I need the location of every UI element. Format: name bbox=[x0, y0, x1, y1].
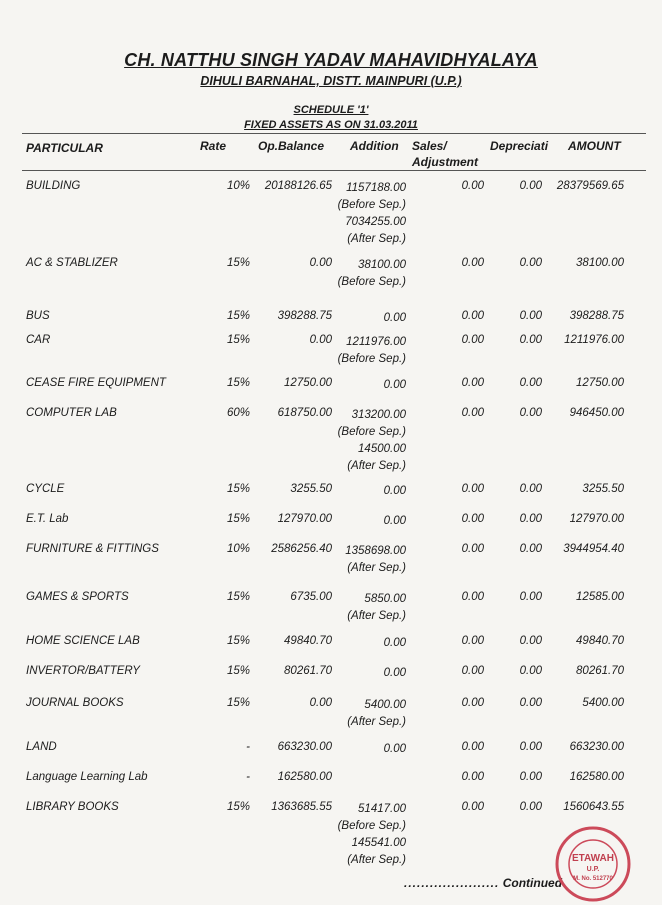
asset-op-balance: 663230.00 bbox=[277, 741, 332, 753]
asset-sales-adjustment: 0.00 bbox=[461, 513, 484, 525]
asset-addition-line: (Before Sep.) bbox=[337, 820, 406, 832]
asset-amount: 663230.00 bbox=[569, 741, 624, 753]
asset-depreciation: 0.00 bbox=[519, 513, 542, 525]
col-header-addition: Addition bbox=[350, 139, 399, 153]
asset-rate: 15% bbox=[226, 697, 250, 709]
header-bottom-rule bbox=[22, 170, 646, 171]
continued-label: Continued bbox=[502, 876, 563, 890]
asset-addition-line: 1157188.00 bbox=[346, 182, 406, 194]
col-header-adjustment: Adjustment bbox=[412, 155, 478, 169]
asset-name: CAR bbox=[26, 334, 51, 346]
asset-rate: 15% bbox=[226, 334, 250, 346]
asset-sales-adjustment: 0.00 bbox=[461, 591, 484, 603]
asset-name: HOME SCIENCE LAB bbox=[26, 635, 140, 647]
asset-name: BUILDING bbox=[26, 180, 81, 192]
asset-name: CEASE FIRE EQUIPMENT bbox=[26, 377, 166, 389]
asset-op-balance: 12750.00 bbox=[284, 377, 332, 389]
asset-op-balance: 618750.00 bbox=[277, 407, 332, 419]
asset-depreciation: 0.00 bbox=[519, 180, 542, 192]
asset-op-balance: 0.00 bbox=[309, 697, 332, 709]
asset-rate: 15% bbox=[226, 377, 250, 389]
asset-name: INVERTOR/BATTERY bbox=[26, 665, 140, 677]
asset-addition-line: 14500.00 bbox=[358, 443, 406, 455]
asset-sales-adjustment: 0.00 bbox=[461, 310, 484, 322]
asset-amount: 38100.00 bbox=[576, 257, 624, 269]
asset-op-balance: 2586256.40 bbox=[271, 543, 332, 555]
stamp-state: U.P. bbox=[586, 866, 600, 873]
asset-amount: 398288.75 bbox=[569, 310, 624, 322]
asset-depreciation: 0.00 bbox=[519, 741, 542, 753]
asset-addition-line: 1358698.00 bbox=[345, 545, 406, 557]
asset-amount: 3944954.40 bbox=[563, 543, 624, 555]
asset-sales-adjustment: 0.00 bbox=[461, 407, 484, 419]
asset-addition-line: 313200.00 bbox=[351, 409, 406, 421]
asset-op-balance: 0.00 bbox=[309, 334, 332, 346]
asset-amount: 12750.00 bbox=[576, 377, 624, 389]
col-header-amount: AMOUNT bbox=[568, 139, 621, 153]
asset-op-balance: 127970.00 bbox=[277, 513, 332, 525]
asset-rate: 15% bbox=[226, 257, 250, 269]
asset-op-balance: 3255.50 bbox=[290, 483, 332, 495]
asset-name: JOURNAL BOOKS bbox=[26, 697, 124, 709]
asset-rate: 15% bbox=[226, 310, 250, 322]
asset-name: Language Learning Lab bbox=[26, 771, 148, 783]
asset-rate: 10% bbox=[226, 180, 250, 192]
header-top-rule bbox=[22, 133, 646, 134]
asset-depreciation: 0.00 bbox=[519, 591, 542, 603]
asset-addition-line: 0.00 bbox=[383, 667, 406, 679]
asset-amount: 28379569.65 bbox=[556, 180, 624, 192]
asset-amount: 162580.00 bbox=[569, 771, 624, 783]
asset-addition-line: 0.00 bbox=[383, 485, 406, 497]
asset-op-balance: 162580.00 bbox=[277, 771, 332, 783]
asset-amount: 12585.00 bbox=[576, 591, 624, 603]
asset-amount: 80261.70 bbox=[576, 665, 624, 677]
asset-depreciation: 0.00 bbox=[519, 771, 542, 783]
asset-rate: 15% bbox=[226, 801, 250, 813]
asset-rate: 10% bbox=[226, 543, 250, 555]
asset-rate: 15% bbox=[226, 635, 250, 647]
asset-name: AC & STABLIZER bbox=[26, 257, 118, 269]
asset-addition-line: (Before Sep.) bbox=[337, 353, 406, 365]
asset-depreciation: 0.00 bbox=[519, 697, 542, 709]
college-name: CH. NATTHU SINGH YADAV MAHAVIDHYALAYA bbox=[124, 50, 538, 70]
stamp-member-no: M. No. 512770 bbox=[573, 876, 613, 882]
col-header-depreciation: Depreciati bbox=[490, 139, 549, 153]
asset-addition-line: (After Sep.) bbox=[347, 716, 406, 728]
continued-dots: ...................... bbox=[404, 876, 500, 890]
schedule-label: SCHEDULE '1' bbox=[293, 104, 369, 116]
col-header-rate: Rate bbox=[200, 139, 227, 153]
asset-depreciation: 0.00 bbox=[519, 407, 542, 419]
asset-sales-adjustment: 0.00 bbox=[461, 483, 484, 495]
asset-sales-adjustment: 0.00 bbox=[461, 697, 484, 709]
asset-op-balance: 6735.00 bbox=[290, 591, 332, 603]
asset-addition-line: (After Sep.) bbox=[347, 562, 406, 574]
asset-addition-line: (After Sep.) bbox=[347, 854, 406, 866]
asset-addition-line: 1211976.00 bbox=[346, 336, 406, 348]
asset-addition-line: 145541.00 bbox=[351, 837, 406, 849]
asset-rate: 15% bbox=[226, 665, 250, 677]
stamp-city: ETAWAH bbox=[571, 853, 615, 864]
asset-depreciation: 0.00 bbox=[519, 483, 542, 495]
asset-addition-line: 0.00 bbox=[383, 637, 406, 649]
asset-op-balance: 0.00 bbox=[309, 257, 332, 269]
asset-name: COMPUTER LAB bbox=[26, 407, 117, 419]
asset-addition-line: 7034255.00 bbox=[345, 216, 406, 228]
continued-note bbox=[404, 876, 562, 890]
asset-rate: 15% bbox=[226, 483, 250, 495]
asset-name: GAMES & SPORTS bbox=[26, 591, 129, 603]
asset-addition-line: 0.00 bbox=[383, 379, 406, 391]
asset-amount: 127970.00 bbox=[569, 513, 624, 525]
col-header-op-balance: Op.Balance bbox=[258, 139, 325, 153]
college-address: DIHULI BARNAHAL, DISTT. MAINPURI (U.P.) bbox=[200, 74, 462, 88]
asset-sales-adjustment: 0.00 bbox=[461, 377, 484, 389]
asset-depreciation: 0.00 bbox=[519, 635, 542, 647]
asset-addition-line: 0.00 bbox=[383, 312, 406, 324]
schedule-subtitle: FIXED ASSETS AS ON 31.03.2011 bbox=[244, 119, 418, 131]
asset-addition-line: (Before Sep.) bbox=[337, 426, 406, 438]
asset-amount: 5400.00 bbox=[582, 697, 624, 709]
asset-amount: 946450.00 bbox=[569, 407, 624, 419]
asset-addition-line: (After Sep.) bbox=[347, 233, 406, 245]
asset-amount: 49840.70 bbox=[576, 635, 624, 647]
asset-name: LAND bbox=[26, 741, 57, 753]
asset-op-balance: 49840.70 bbox=[284, 635, 332, 647]
asset-sales-adjustment: 0.00 bbox=[461, 635, 484, 647]
asset-rate: 15% bbox=[226, 591, 250, 603]
asset-sales-adjustment: 0.00 bbox=[461, 801, 484, 813]
asset-sales-adjustment: 0.00 bbox=[461, 543, 484, 555]
asset-addition-line: 5850.00 bbox=[364, 593, 406, 605]
asset-depreciation: 0.00 bbox=[519, 257, 542, 269]
asset-sales-adjustment: 0.00 bbox=[461, 771, 484, 783]
asset-name: BUS bbox=[26, 310, 50, 322]
asset-name: LIBRARY BOOKS bbox=[26, 801, 119, 813]
asset-sales-adjustment: 0.00 bbox=[461, 257, 484, 269]
asset-addition-line: (Before Sep.) bbox=[337, 276, 406, 288]
asset-amount: 1560643.55 bbox=[563, 801, 624, 813]
asset-rate: 15% bbox=[226, 513, 250, 525]
asset-op-balance: 398288.75 bbox=[277, 310, 332, 322]
asset-addition-line: 0.00 bbox=[383, 743, 406, 755]
asset-amount: 3255.50 bbox=[582, 483, 624, 495]
asset-depreciation: 0.00 bbox=[519, 543, 542, 555]
asset-depreciation: 0.00 bbox=[519, 801, 542, 813]
asset-addition-line: (Before Sep.) bbox=[337, 199, 406, 211]
asset-addition-line: 51417.00 bbox=[358, 803, 406, 815]
asset-sales-adjustment: 0.00 bbox=[461, 741, 484, 753]
asset-rate: - bbox=[246, 771, 250, 783]
asset-addition-line: (After Sep.) bbox=[347, 460, 406, 472]
asset-addition-line: 0.00 bbox=[383, 515, 406, 527]
auditor-seal-stamp bbox=[553, 824, 633, 904]
asset-sales-adjustment: 0.00 bbox=[461, 665, 484, 677]
asset-sales-adjustment: 0.00 bbox=[461, 180, 484, 192]
asset-addition-line: (After Sep.) bbox=[347, 610, 406, 622]
asset-addition-line: 5400.00 bbox=[364, 699, 406, 711]
asset-depreciation: 0.00 bbox=[519, 310, 542, 322]
col-header-particular: PARTICULAR bbox=[26, 141, 103, 155]
asset-name: FURNITURE & FITTINGS bbox=[26, 543, 159, 555]
asset-op-balance: 80261.70 bbox=[284, 665, 332, 677]
asset-op-balance: 1363685.55 bbox=[271, 801, 332, 813]
col-header-sales: Sales/ bbox=[412, 139, 447, 153]
asset-name: E.T. Lab bbox=[26, 513, 69, 525]
asset-depreciation: 0.00 bbox=[519, 665, 542, 677]
asset-addition-line: 38100.00 bbox=[358, 259, 406, 271]
asset-sales-adjustment: 0.00 bbox=[461, 334, 484, 346]
asset-rate: - bbox=[246, 741, 250, 753]
asset-depreciation: 0.00 bbox=[519, 377, 542, 389]
asset-name: CYCLE bbox=[26, 483, 65, 495]
asset-rate: 60% bbox=[226, 407, 250, 419]
asset-op-balance: 20188126.65 bbox=[264, 180, 332, 192]
asset-amount: 1211976.00 bbox=[564, 334, 624, 346]
asset-depreciation: 0.00 bbox=[519, 334, 542, 346]
